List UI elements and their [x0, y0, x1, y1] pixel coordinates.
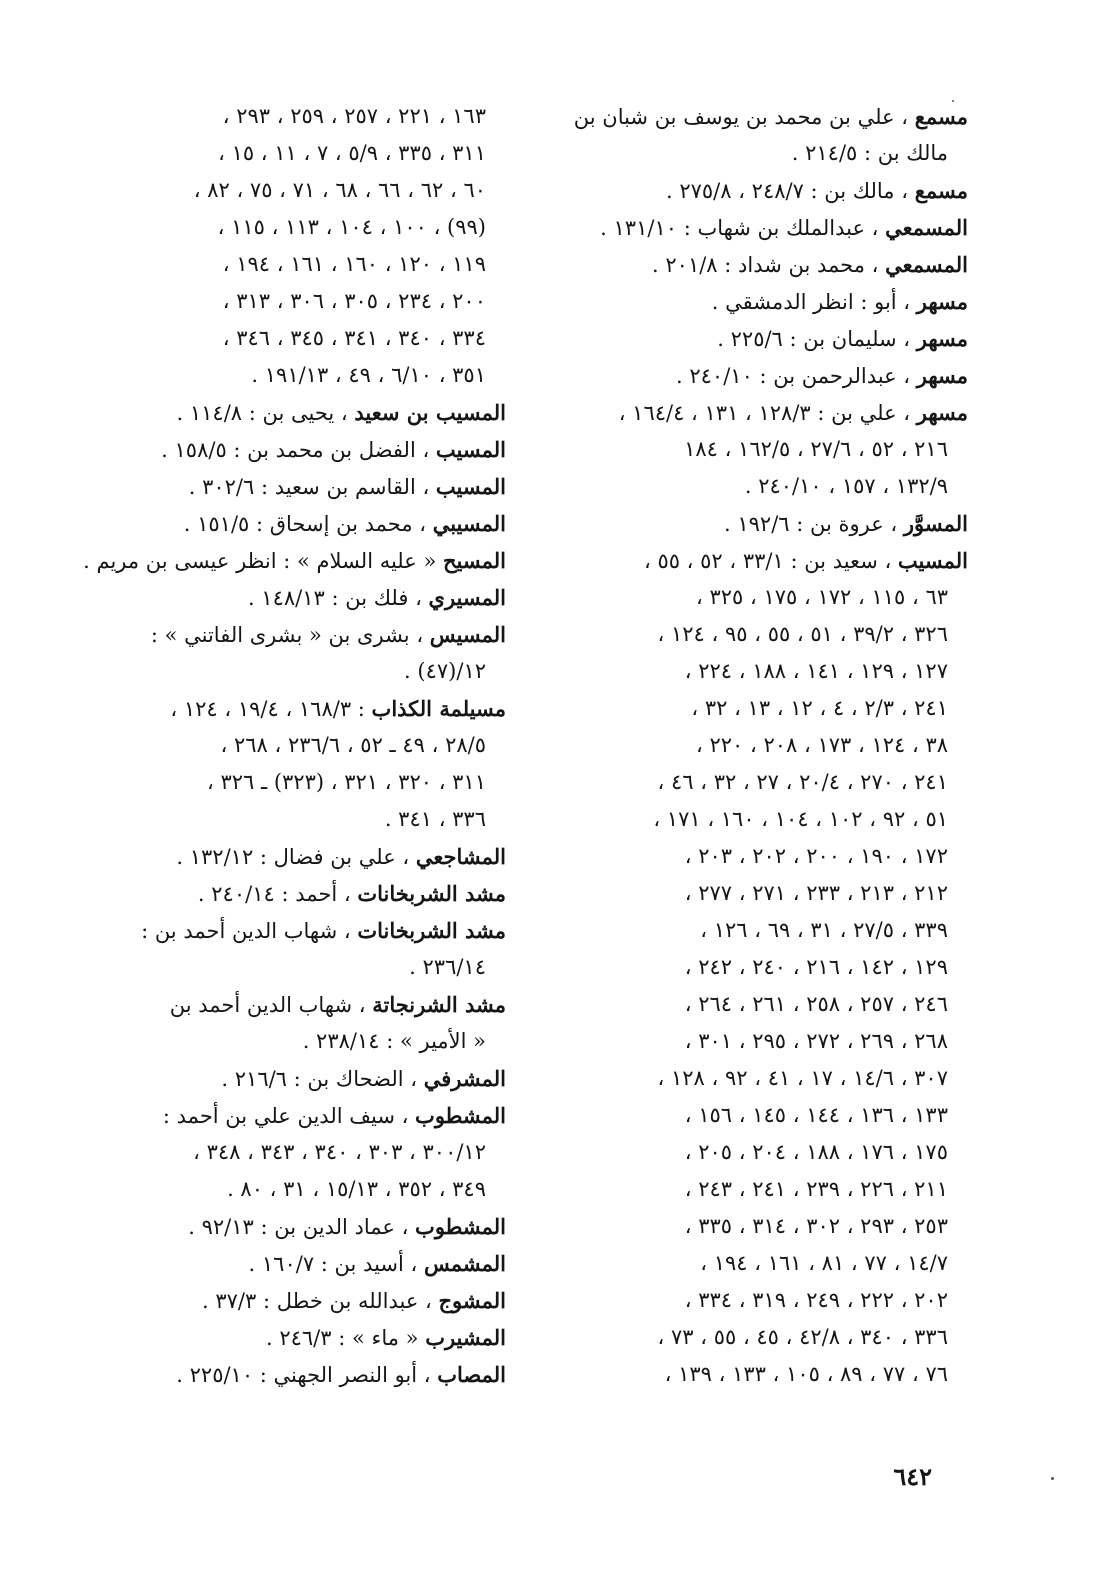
entry-references: ١٤/٧ ، ٧٧ ، ٨١ ، ١٦١ ، ١٩٤ ، [700, 1251, 948, 1275]
entry-references: ١٢/(٤٧) . [404, 659, 486, 683]
page-number: ٦٤٢ [893, 1462, 932, 1491]
index-entry [71, 838, 506, 875]
index-entry-continuation [533, 1171, 968, 1208]
index-entry [71, 986, 506, 1023]
entry-references: ٢٠٢ ، ٢٢٢ ، ٢٤٩ ، ٣١٩ ، ٣٣٤ ، [684, 1288, 948, 1312]
entry-references: ٢٣٦/١٤ . [409, 955, 486, 979]
index-entry-continuation [533, 690, 968, 727]
index-column-left [71, 98, 506, 1393]
entry-references: ، شهاب الدين أحمد بن [169, 993, 373, 1017]
index-entry [71, 616, 506, 653]
entry-references: « ماء » : ٢٤٦/٣ . [265, 1326, 426, 1350]
entry-references: ٣٠٧ ، ١٤/٦ ، ١٧ ، ٤١ ، ٩٢ ، ١٢٨ ، [657, 1066, 948, 1090]
entry-references: مالك بن : ٢١٤/٥ . [791, 141, 948, 165]
entry-references: ٣٣٦ ، ٣٤١ . [384, 807, 486, 831]
index-entry [71, 1319, 506, 1356]
entry-heading: المسوَّر [903, 511, 968, 536]
entry-references: : ١٦٨/٣ ، ١٩/٤ ، ١٢٤ ، [170, 697, 372, 721]
entry-references: ، محمد بن إسحاق : ١٥١/٥ . [183, 512, 433, 536]
index-entry-continuation [533, 1282, 968, 1319]
index-entry-continuation [533, 1097, 968, 1134]
index-entry-continuation [533, 1245, 968, 1282]
index-entry [71, 1282, 506, 1319]
entry-heading: مسمع [914, 178, 968, 203]
entry-references: ٣٣٤ ، ٣٤٠ ، ٣٤١ ، ٣٤٥ ، ٣٤٦ ، [222, 326, 486, 350]
entry-references: ١١٩ ، ١٢٠ ، ١٦٠ ، ١٦١ ، ١٩٤ ، [222, 252, 486, 276]
entry-heading: مسهر [916, 326, 968, 351]
entry-heading: المسيري [428, 585, 506, 610]
index-entry-continuation [533, 616, 968, 653]
index-column-right [533, 98, 968, 1393]
index-entry-continuation [533, 1208, 968, 1245]
index-entry [71, 1356, 506, 1393]
entry-heading: مشد الشرنجاتة [372, 992, 506, 1017]
entry-heading: المشرفي [423, 1066, 506, 1091]
entry-heading: المسيس [429, 622, 506, 647]
entry-references: ٧٦ ، ٧٧ ، ٨٩ ، ١٠٥ ، ١٣٣ ، ١٣٩ ، [664, 1362, 948, 1386]
entry-references: ٢١٦ ، ٥٢ ، ٢٧/٦ ، ١٦٢/٥ ، ١٨٤ [684, 437, 948, 461]
entry-references: ٢١٢ ، ٢١٣ ، ٢٣٣ ، ٢٧١ ، ٢٧٧ ، [684, 881, 948, 905]
index-entry [533, 283, 968, 320]
index-entry-continuation [71, 209, 506, 246]
entry-heading: المصاب [437, 1362, 506, 1387]
index-entry [71, 1097, 506, 1134]
index-entry [533, 394, 968, 431]
entry-heading: المسيب [897, 548, 968, 573]
entry-heading: المسمعي [885, 252, 968, 277]
entry-references: ، سعيد بن : ٣٣/١ ، ٥٢ ، ٥٥ ، [643, 549, 898, 573]
entry-references: ، القاسم بن سعيد : ٣٠٢/٦ . [188, 475, 436, 499]
entry-references: ٥١ ، ٩٢ ، ١٠٢ ، ١٠٤ ، ١٦٠ ، ١٧١ ، [653, 807, 948, 831]
entry-heading: مسهر [916, 363, 968, 388]
entry-references: ٢٨/٥ ، ٤٩ ـ ٥٢ ، ٢٣٦/٦ ، ٢٦٨ ، [220, 733, 486, 757]
entry-references: ، أسيد بن : ١٦٠/٧ . [248, 1252, 424, 1276]
entry-heading: مشد الشربخانات [357, 918, 506, 943]
index-entry-continuation [71, 283, 506, 320]
index-entry-continuation [533, 1319, 968, 1356]
index-entry-continuation [71, 246, 506, 283]
entry-references: ، أبو : انظر الدمشقي . [711, 290, 917, 314]
scan-speck [1051, 1477, 1054, 1480]
entry-references: ٣٢٦ ، ٣٩/٢ ، ٥١ ، ٥٥ ، ٩٥ ، ١٢٤ ، [657, 622, 948, 646]
entry-references: ، فلك بن : ١٤٨/١٣ . [247, 586, 429, 610]
index-entry-continuation [71, 764, 506, 801]
index-entry [533, 172, 968, 209]
entry-references: ٣٨ ، ١٢٤ ، ١٧٣ ، ٢٠٨ ، ٢٢٠ ، [696, 733, 948, 757]
index-entry-continuation [71, 135, 506, 172]
entry-references: ، علي بن فضال : ١٣٢/١٢ . [176, 845, 416, 869]
entry-references: ، عبدالله بن خطل : ٣٧/٣ . [202, 1289, 439, 1313]
entry-references: ٣٣٩ ، ٢٧/٥ ، ٣١ ، ٦٩ ، ١٢٦ ، [700, 918, 948, 942]
entry-heading: المسيب [435, 474, 506, 499]
entry-references: ، مالك بن : ٢٤٨/٧ ، ٢٧٥/٨ . [665, 179, 915, 203]
entry-references: ، يحيى بن : ١١٤/٨ . [176, 401, 355, 425]
entry-references: ، علي بن : ١٢٨/٣ ، ١٣١ ، ١٦٤/٤ ، [618, 401, 917, 425]
entry-references: ٣١١ ، ٣٢٠ ، ٣٢١ ، (٣٢٣) ـ ٣٢٦ ، [207, 770, 486, 794]
index-entry [71, 912, 506, 949]
index-entry [533, 98, 968, 135]
entry-references: ، سيف الدين علي بن أحمد : [162, 1104, 416, 1128]
index-entry-continuation [533, 1023, 968, 1060]
index-entry-continuation [71, 1023, 506, 1060]
index-entry-continuation [533, 986, 968, 1023]
entry-references: ١٢٧ ، ١٢٩ ، ١٤١ ، ١٨٨ ، ٢٢٤ ، [684, 659, 948, 683]
index-entry-continuation [533, 875, 968, 912]
entry-heading: المسمعي [885, 215, 968, 240]
entry-references: ، شهاب الدين أحمد بن : [141, 919, 358, 943]
scan-speck [952, 100, 954, 102]
entry-heading: مسيلمة الكذاب [371, 696, 506, 721]
index-entry [71, 1060, 506, 1097]
entry-references: ٢٥٣ ، ٢٩٣ ، ٣٠٢ ، ٣١٤ ، ٣٣٥ ، [684, 1214, 948, 1238]
entry-references: ٢٤١ ، ٢/٣ ، ٤ ، ١٢ ، ١٣ ، ٣٢ ، [691, 696, 948, 720]
entry-references: ، علي بن محمد بن يوسف بن شبان بن [573, 105, 915, 129]
entry-references: ٢٤٦ ، ٢٥٧ ، ٢٥٨ ، ٢٦١ ، ٢٦٤ ، [684, 992, 948, 1016]
index-entry-continuation [533, 468, 968, 505]
entry-references: ٣٥١ ، ٦/١٠ ، ٤٩ ، ١٩١/١٣ . [251, 363, 486, 387]
index-entry-continuation [533, 431, 968, 468]
entry-heading: المسيب [435, 437, 506, 462]
entry-references: ٣٣٦ ، ٣٤٠ ، ٤٢/٨ ، ٤٥ ، ٥٥ ، ٧٣ ، [657, 1325, 948, 1349]
entry-references: ٢٦٨ ، ٢٦٩ ، ٢٧٢ ، ٢٩٥ ، ٣٠١ ، [684, 1029, 948, 1053]
entry-references: ١٦٣ ، ٢٢١ ، ٢٥٧ ، ٢٥٩ ، ٢٩٣ ، [222, 104, 486, 128]
index-entry-continuation [71, 653, 506, 690]
entry-references: ، بشرى بن « بشرى الفاتني » : [150, 623, 430, 647]
index-entry [71, 542, 506, 579]
index-entry-continuation [71, 1134, 506, 1171]
entry-heading: المسيبي [432, 511, 506, 536]
index-entry-continuation [533, 579, 968, 616]
entry-references: « عليه السلام » : انظر عيسى بن مريم . [83, 549, 443, 573]
entry-references: ٣٤٩ ، ٣٥٢ ، ١٥/١٣ ، ٣١ ، ٨٠ . [227, 1177, 486, 1201]
entry-heading: المشطوب [415, 1214, 506, 1239]
entry-references: ٦٠ ، ٦٢ ، ٦٦ ، ٦٨ ، ٧١ ، ٧٥ ، ٨٢ ، [193, 178, 486, 202]
entry-references: ١٣٣ ، ١٣٦ ، ١٤٤ ، ١٤٥ ، ١٥٦ ، [684, 1103, 948, 1127]
index-entry [71, 505, 506, 542]
entry-references: ١٧٢ ، ١٩٠ ، ٢٠٠ ، ٢٠٢ ، ٢٠٣ ، [684, 844, 948, 868]
index-entry [533, 209, 968, 246]
entry-references: « الأمير » : ٢٣٨/١٤ . [302, 1029, 486, 1053]
index-entry [71, 579, 506, 616]
entry-references: ، عماد الدين بن : ٩٢/١٣ . [188, 1215, 416, 1239]
index-entry-continuation [71, 172, 506, 209]
index-entry [71, 690, 506, 727]
entry-references: ١٢٩ ، ١٤٢ ، ٢١٦ ، ٢٤٠ ، ٢٤٢ ، [684, 955, 948, 979]
entry-heading: المشاجعي [415, 844, 506, 869]
index-entry-continuation [71, 320, 506, 357]
entry-references: ، الفضل بن محمد بن : ١٥٨/٥ . [161, 438, 436, 462]
entry-references: ٢١١ ، ٢٢٦ ، ٢٣٩ ، ٢٤١ ، ٢٤٣ ، [684, 1177, 948, 1201]
index-entry-continuation [533, 1356, 968, 1393]
entry-heading: مسهر [916, 400, 968, 425]
index-entry [71, 431, 506, 468]
entry-references: ٢٠٠ ، ٢٣٤ ، ٣٠٥ ، ٣٠٦ ، ٣١٣ ، [222, 289, 486, 313]
index-entry [533, 357, 968, 394]
index-entry-continuation [533, 727, 968, 764]
index-entry-continuation [533, 764, 968, 801]
entry-references: ١٧٥ ، ١٧٦ ، ١٨٨ ، ٢٠٤ ، ٢٠٥ ، [684, 1140, 948, 1164]
index-entry-continuation [71, 727, 506, 764]
index-entry [71, 875, 506, 912]
entry-references: ٣٠٠/١٢ ، ٣٠٣ ، ٣٤٠ ، ٣٤٣ ، ٣٤٨ ، [193, 1140, 486, 1164]
index-entry-continuation [71, 98, 506, 135]
entry-references: ، الضحاك بن : ٢١٦/٦ . [221, 1067, 424, 1091]
entry-heading: المسيب بن سعيد [354, 400, 506, 425]
entry-heading: المشوج [438, 1288, 506, 1313]
entry-references: ، أبو النصر الجهني : ٢٢٥/١٠ . [176, 1363, 438, 1387]
entry-references: ، أحمد : ٢٤٠/١٤ . [197, 882, 358, 906]
index-entry-continuation [533, 653, 968, 690]
index-entry-continuation [71, 801, 506, 838]
index-entry-continuation [533, 1134, 968, 1171]
index-entry-continuation [71, 949, 506, 986]
entry-heading: المشمس [423, 1251, 506, 1276]
entry-references: ، عروة بن : ١٩٢/٦ . [724, 512, 904, 536]
index-entry [533, 246, 968, 283]
index-entry [71, 468, 506, 505]
entry-heading: مسهر [916, 289, 968, 314]
entry-references: (٩٩) ، ١٠٠ ، ١٠٤ ، ١١٣ ، ١١٥ ، [217, 215, 486, 239]
entry-references: ٣١١ ، ٣٣٥ ، ٥/٩ ، ٧ ، ١١ ، ١٥ ، [218, 141, 486, 165]
entry-heading: المسيح [443, 548, 506, 573]
index-entry-continuation [533, 801, 968, 838]
entry-heading: مسمع [914, 104, 968, 129]
entry-references: ٢٤١ ، ٢٧٠ ، ٢٠/٤ ، ٢٧ ، ٣٢ ، ٤٦ ، [657, 770, 948, 794]
index-entry [71, 394, 506, 431]
entry-references: ١٣٢/٩ ، ١٥٧ ، ٢٤٠/١٠ . [744, 474, 948, 498]
entry-references: ٦٣ ، ١١٥ ، ١٧٢ ، ١٧٥ ، ٣٢٥ ، [696, 585, 948, 609]
entry-references: ، عبدالملك بن شهاب : ١٣١/١٠ . [600, 216, 886, 240]
entry-references: ، محمد بن شداد : ٢٠١/٨ . [652, 253, 886, 277]
entry-references: ، عبدالرحمن بن : ٢٤٠/١٠ . [676, 364, 917, 388]
index-entry-continuation [71, 357, 506, 394]
index-entry-continuation [71, 1171, 506, 1208]
index-entry [71, 1208, 506, 1245]
index-entry [533, 320, 968, 357]
index-entry-continuation [533, 949, 968, 986]
index-entry-continuation [533, 838, 968, 875]
entry-heading: المشيرب [425, 1325, 506, 1350]
index-entry [533, 542, 968, 579]
index-entry [71, 1245, 506, 1282]
entry-heading: مشد الشربخانات [357, 881, 506, 906]
entry-heading: المشطوب [415, 1103, 506, 1128]
entry-references: ، سليمان بن : ٢٢٥/٦ . [717, 327, 917, 351]
index-entry-continuation [533, 1060, 968, 1097]
index-entry [533, 505, 968, 542]
index-entry-continuation [533, 135, 968, 172]
index-entry-continuation [533, 912, 968, 949]
